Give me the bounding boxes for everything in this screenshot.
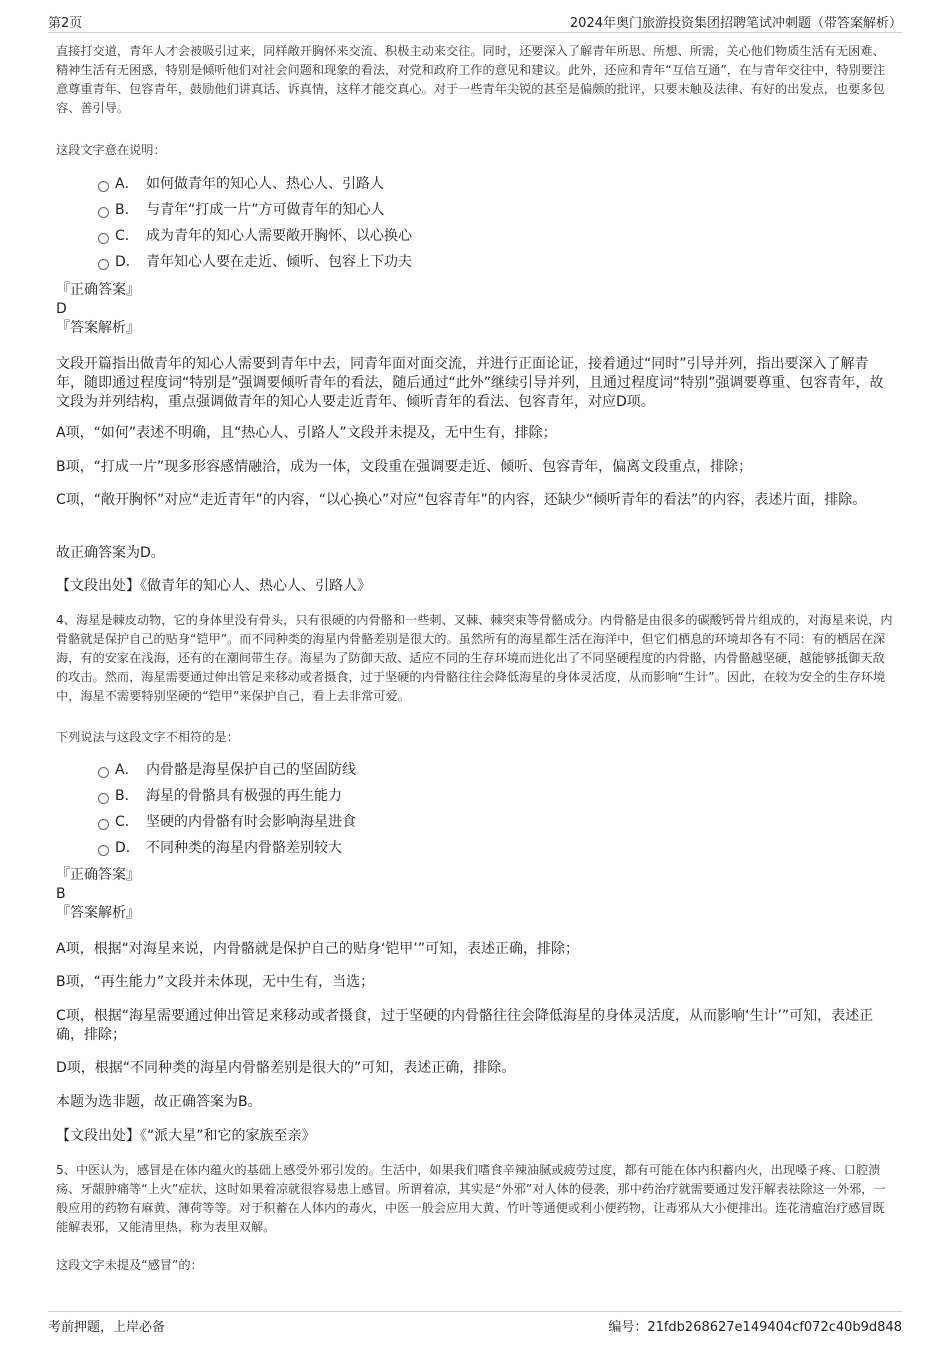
q4-analysis-0: A项，根据“对海星来说，内骨骼就是保护自己的贴身‘铠甲’”可知，表述正确，排除； (56, 941, 579, 957)
radio-icon[interactable] (98, 207, 109, 218)
q4-passage-block (56, 611, 894, 706)
analysis-label: 『答案解析』 (56, 320, 140, 336)
page-footer (48, 1311, 902, 1336)
q4-options (56, 760, 894, 864)
answer-label: 『正确答案』 (56, 282, 140, 298)
document-title: 2024年奥门旅游投资集团招聘笔试冲刺题（带答案解析） (569, 16, 902, 31)
q4-option-b[interactable]: B． 海星的骨骼具有极强的再生能力 (56, 786, 894, 812)
q5-prompt-block (56, 1256, 894, 1273)
q3-analysis-0: 文段开篇指出做青年的知心人需要到青年中去，同青年面对面交流，并进行正面论证，接着通过“同时”引导并列，指出要深入了解青年，随即通过程度词“特别是”强调要倾听青年的看法，随后通过“此外”继续引导并列，且通过程度词“特别”强调要尊重、包容青年，故文段为并列结构，重点强调做青年的知心人要走近青年、倾听青年的看法、包容青年，对应D项。 (56, 356, 884, 410)
q4-analysis-1: B项，“再生能力”文段并未体现，无中生有，当选； (56, 974, 375, 990)
q5-prompt: 这段文字未提及“感冒”的： (56, 1258, 203, 1272)
q3-answer-block (56, 281, 894, 338)
page-number: 第2页 (48, 16, 83, 31)
q4-option-a[interactable]: A． 内骨骼是海星保护自己的坚固防线 (56, 760, 894, 786)
q3-options (56, 174, 894, 278)
q3-prompt: 这段文字意在说明： (56, 143, 166, 157)
answer-value: B (56, 886, 66, 902)
q3-analysis-2: B项，“打成一片”现多形容感情融洽，成为一体，文段重在强调要走近、倾听、包容青年，偏离文段重点，排除； (56, 459, 753, 475)
q4-prompt-block (56, 728, 894, 745)
document-id: 编号：21fdb268627e149404cf072c40b9d848 (608, 1320, 902, 1335)
q3-analysis-4: 故正确答案为D。 (56, 545, 165, 561)
q4-prompt: 下列说法与这段文字不相符的是： (56, 730, 239, 744)
q4-option-d[interactable]: D． 不同种类的海星内骨骼差别较大 (56, 838, 894, 864)
footer-slogan: 考前押题，上岸必备 (48, 1320, 166, 1335)
q3-option-c[interactable]: C． 成为青年的知心人需要敞开胸怀、以心换心 (56, 226, 894, 252)
q4-answer-block (56, 866, 894, 923)
radio-icon[interactable] (98, 845, 109, 856)
q4-passage: 4、海星是棘皮动物，它的身体里没有骨头，只有很硬的内骨骼和一些刺、叉棘、棘突束等骨骼成分。内骨骼是由很多的碳酸钙骨片组成的，对海星来说，内骨骼就是保护自己的贴身“铠甲”。而不同种类的海星内骨骼差别是很大的。虽然所有的海星都生活在海洋中，但它们栖息的环境却各有不同：有的栖居在深海，有的安家在浅海，还有的在潮间带生存。海星为了防御天敌、适应不同的生存环境而进化出了不同坚硬程度的内骨骼，内骨骼越坚硬，越能够抵御天敌的攻击。然而，海星需要通过伸出管足来移动或者摄食，过于坚硬的内骨骼往往会降低海星的身体灵活度，从而影响“生计”。因此，在较为安全的生存环境中，海星不需要特别坚硬的“铠甲”来保护自己，看上去非常可爱。 (56, 613, 893, 703)
q4-analysis-2: C项，根据“海星需要通过伸出管足来移动或者摄食，过于坚硬的内骨骼往往会降低海星的身体灵活度，从而影响‘生计’”可知，表述正确，排除； (56, 1008, 874, 1043)
q3-passage: 直接打交道，青年人才会被吸引过来，同样敞开胸怀来交流、积极主动来交往。同时，还要深入了解青年所思、所想、所需，关心他们物质生活有无困难、精神生活有无困惑，特别是倾听他们对社会问题和现象的看法，对党和政府工作的意见和建议。此外，还应和青年“互信互通”，在与青年交往中，特别要注意尊重青年、包容青年，鼓励他们讲真话、诉真情，这样才能交真心。对于一些青年尖锐的甚至是偏颇的批评，只要未触及法律、有好的出发点，也要多包容、善引导。 (56, 44, 886, 115)
radio-icon[interactable] (98, 233, 109, 244)
radio-icon[interactable] (98, 793, 109, 804)
answer-label: 『正确答案』 (56, 867, 140, 883)
q3-passage-block (56, 42, 894, 118)
q3-option-d[interactable]: D． 青年知心人要在走近、倾听、包容上下功夫 (56, 252, 894, 278)
radio-icon[interactable] (98, 767, 109, 778)
q4-source: 【文段出处】《“派大星”和它的家族至亲》 (56, 1128, 316, 1144)
q3-option-b[interactable]: B． 与青年“打成一片”方可做青年的知心人 (56, 200, 894, 226)
q3-source: 【文段出处】《做青年的知心人、热心人、引路人》 (56, 578, 371, 594)
q5-passage-block (56, 1161, 894, 1237)
q4-analysis-4: 本题为选非题，故正确答案为B。 (56, 1094, 262, 1110)
radio-icon[interactable] (98, 259, 109, 270)
q4-option-c[interactable]: C． 坚硬的内骨骼有时会影响海星进食 (56, 812, 894, 838)
q5-passage: 5、中医认为，感冒是在体内蕴火的基础上感受外邪引发的。生活中，如果我们嗜食辛辣油腻或疲劳过度，都有可能在体内积蓄内火，出现嗓子疼、口腔溃疡、牙龈肿痛等“上火”症状，这时如果着凉就很容易患上感冒。所谓着凉，其实是“外邪”对人体的侵袭，那中药治疗就需要通过发汗解表祛除这一外邪，一般应用的药物有麻黄、薄荷等等。对于积蓄在人体内的毒火，中医一般会应用大黄、竹叶等通便或利小便药物，让毒邪从大小便排出。连花清瘟治疗感冒既能解表邪，又能清里热，称为表里双解。 (56, 1163, 886, 1234)
q3-prompt-block (56, 141, 894, 158)
q3-analysis-3: C项，“敞开胸怀”对应“走近青年”的内容，“以心换心”对应“包容青年”的内容，还缺少“倾听青年的看法”的内容，表述片面，排除。 (56, 492, 867, 508)
radio-icon[interactable] (98, 181, 109, 192)
radio-icon[interactable] (98, 819, 109, 830)
q4-analysis-3: D项，根据“不同种类的海星内骨骼差别是很大的”可知，表述正确，排除。 (56, 1060, 516, 1076)
q3-option-a[interactable]: A． 如何做青年的知心人、热心人、引路人 (56, 174, 894, 200)
analysis-label: 『答案解析』 (56, 905, 140, 921)
page-header (48, 12, 902, 33)
answer-value: D (56, 301, 67, 317)
q3-analysis-1: A项，“如何”表述不明确，且“热心人、引路人”文段并未提及，无中生有，排除； (56, 425, 557, 441)
